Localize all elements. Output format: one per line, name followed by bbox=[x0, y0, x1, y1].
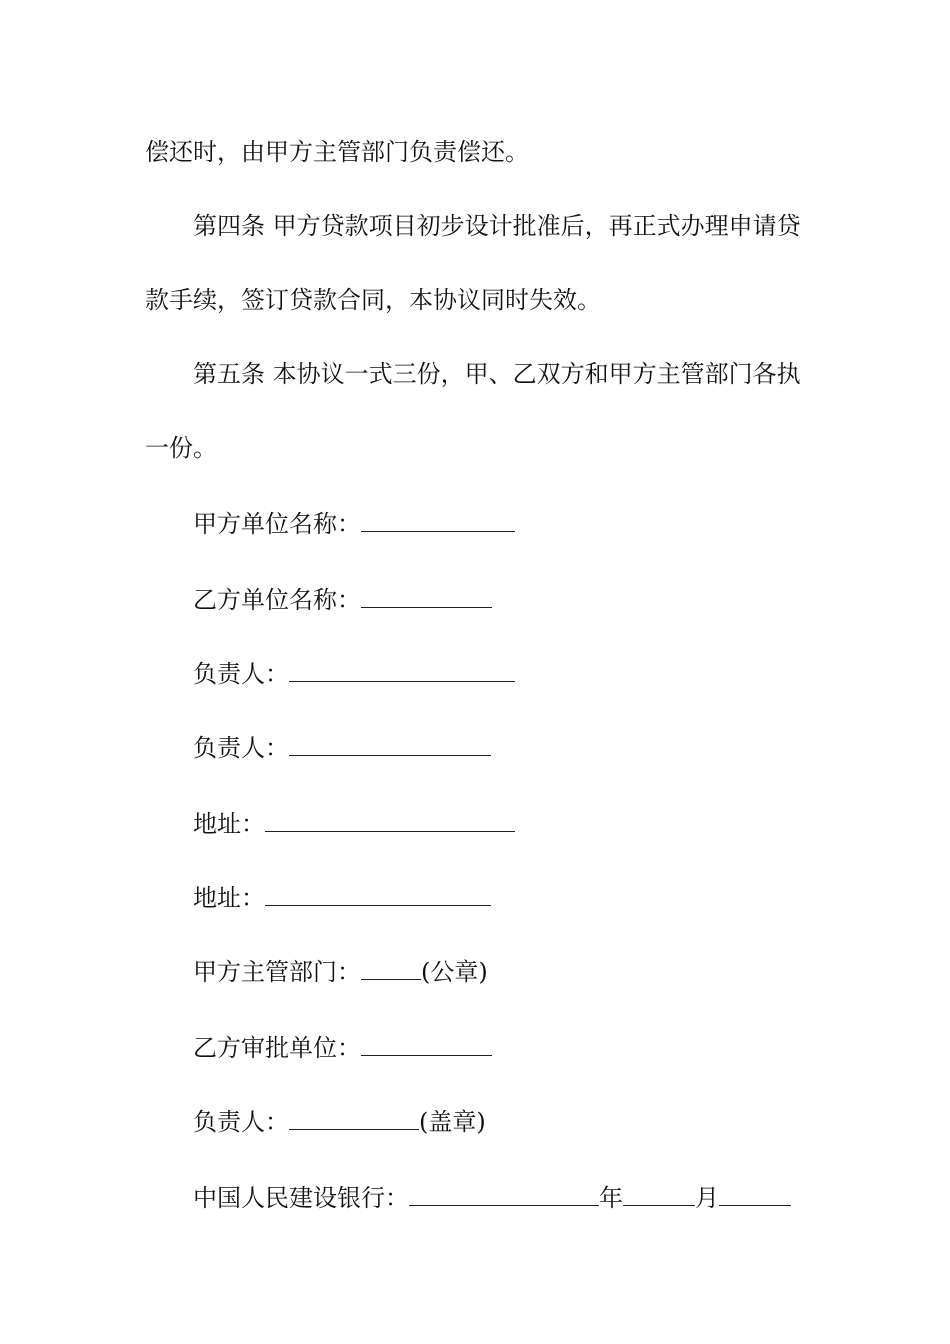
month-blank bbox=[719, 1183, 791, 1206]
approval-rep-blank bbox=[289, 1107, 419, 1130]
party-a-address-blank bbox=[265, 809, 515, 832]
article-4-line-1: 第四条 甲方贷款项目初步设计批准后，再正式办理申请贷 bbox=[193, 212, 801, 240]
party-a-name-row bbox=[193, 508, 515, 540]
bank-row bbox=[193, 1182, 791, 1214]
party-a-address-label: 地址： bbox=[193, 810, 265, 838]
party-a-dept-seal: (公章) bbox=[421, 958, 488, 986]
article-5-line-1: 第五条 本协议一式三份，甲、乙双方和甲方主管部门各执 bbox=[193, 360, 801, 388]
article-4-line-2: 款手续，签订贷款合同，本协议同时失效。 bbox=[145, 286, 601, 314]
party-a-dept-label: 甲方主管部门： bbox=[193, 958, 361, 986]
party-b-name-row bbox=[193, 584, 492, 616]
party-b-rep-row bbox=[193, 732, 491, 764]
bank-label: 中国人民建设银行： bbox=[193, 1184, 409, 1212]
party-a-rep-blank bbox=[289, 659, 515, 682]
party-a-dept-blank bbox=[361, 957, 421, 980]
article-5-line-2: 一份。 bbox=[145, 434, 217, 462]
party-b-address-row bbox=[193, 882, 491, 914]
approval-rep-row bbox=[193, 1106, 486, 1138]
party-b-rep-blank bbox=[289, 733, 491, 756]
party-b-address-label: 地址： bbox=[193, 884, 265, 912]
year-label: 年 bbox=[599, 1184, 623, 1212]
party-b-rep-label: 负责人： bbox=[193, 734, 289, 762]
party-a-address-row bbox=[193, 808, 515, 840]
party-b-approval-label: 乙方审批单位： bbox=[193, 1034, 361, 1062]
bank-blank bbox=[409, 1183, 599, 1206]
party-a-dept-row bbox=[193, 956, 488, 988]
party-a-rep-row bbox=[193, 658, 515, 690]
party-b-approval-row bbox=[193, 1032, 492, 1064]
year-blank bbox=[623, 1183, 695, 1206]
party-b-address-blank bbox=[265, 883, 491, 906]
party-a-name-blank bbox=[361, 509, 515, 532]
party-a-rep-label: 负责人： bbox=[193, 660, 289, 688]
month-label: 月 bbox=[695, 1184, 719, 1212]
party-a-name-label: 甲方单位名称： bbox=[193, 510, 361, 538]
party-b-name-blank bbox=[361, 585, 492, 608]
paragraph-continuation: 偿还时，由甲方主管部门负责偿还。 bbox=[145, 138, 529, 166]
approval-rep-seal: (盖章) bbox=[419, 1108, 486, 1136]
party-b-name-label: 乙方单位名称： bbox=[193, 586, 361, 614]
party-b-approval-blank bbox=[361, 1033, 492, 1056]
approval-rep-label: 负责人： bbox=[193, 1108, 289, 1136]
